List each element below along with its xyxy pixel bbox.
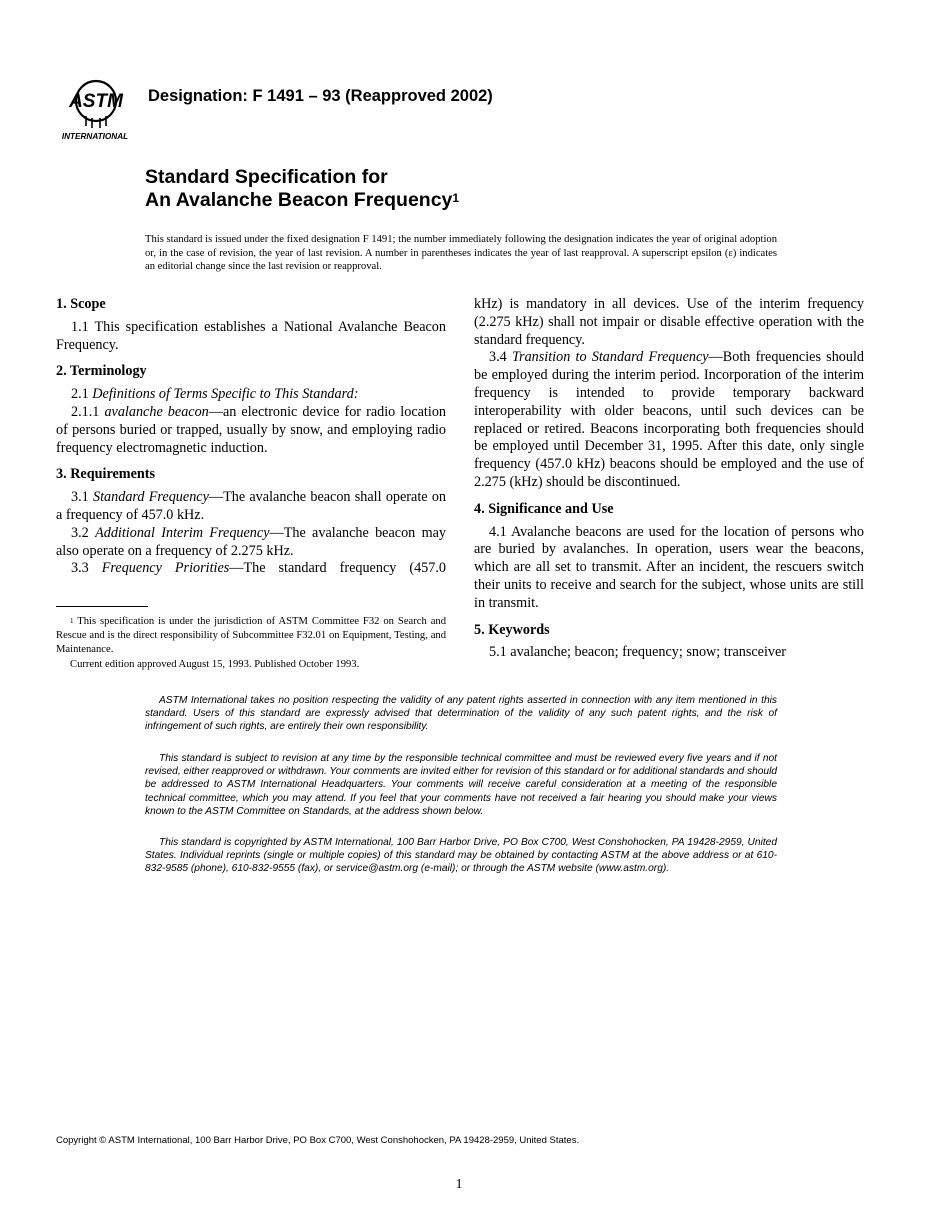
left-column: [56, 296, 446, 578]
logo-subtext: INTERNATIONAL: [61, 132, 129, 141]
revision-notice: This standard is subject to revision at any time by the responsible technical committee and must be reviewed every five years and if not revised, either reapproved or withdrawn. Your comments are invited either for revision of this standard or for additional standards and should be addressed to ASTM International Headquarters. Your comments will receive careful consideration at a meeting of the responsible technical committee, which you may attend. If you feel that your comments have not received a fair hearing you should make your views known to the ASTM Committee on Standards, at the address shown below.: [145, 753, 777, 817]
scope-paragraph: 1.1 This specification establishes a National Avalanche Beacon Frequency.: [56, 318, 446, 353]
designation: Designation: F 1491 – 93 (Reapproved 2002): [148, 87, 493, 105]
keywords-heading: 5. Keywords: [474, 621, 550, 638]
requirements-paragraph-3-3-continued: kHz) is mandatory in all devices. Use of the interim frequency (2.275 kHz) shall not impair or disable effective operation with the standard frequency.: [474, 296, 864, 348]
significance-heading: 4. Significance and Use: [474, 500, 614, 517]
logo-text: ASTM: [69, 91, 123, 112]
requirements-paragraph-3-1: 3.1 Standard Frequency—The avalanche beacon shall operate on a frequency of 457.0 kHz.: [56, 489, 447, 523]
document-title: [145, 166, 459, 212]
requirements-paragraph-3-3: 3.3 Frequency Priorities—The standard frequency (457.0: [71, 560, 446, 577]
footnote-rule: [56, 606, 148, 607]
terminology-paragraph-2-1-1: 2.1.1 avalanche beacon—an electronic device for radio location of persons buried or trapped, usually by snow, and employing radio frequency electromagnetic induction.: [56, 403, 447, 456]
issued-note: This standard is issued under the fixed designation F 1491; the number immediately following the designation indicates the year of original adoption or, in the case of revision, the year of last revision. A number in parentheses indicates the year of last reapproval. A superscript epsilon (ε) indicates an editorial change since the last revision or reapproval.: [145, 234, 777, 273]
patent-notice: ASTM International takes no position respecting the validity of any patent rights asserted in connection with any item mentioned in this standard. Users of this standard are expressly advised that determination of the validity of any such patent rights, and the risk of infringement of such rights, are entirely their own responsibility.: [145, 695, 777, 733]
terminology-heading: 2. Terminology: [56, 363, 147, 380]
scope-heading: 1. Scope: [56, 296, 106, 312]
copyright-notice: This standard is copyrighted by ASTM International, 100 Barr Harbor Drive, PO Box C700, West Conshohocken, PA 19428-2959, United States. Individual reprints (single or multiple copies) of this standard may be obtained by contacting ASTM at the above address or at 610-832-9585 (phone), 610-832-9555 (fax), or service@astm.org (e-mail); or through the ASTM website (www.astm.org).: [145, 837, 777, 875]
right-column: [474, 296, 864, 662]
keywords-paragraph: 5.1 avalanche; beacon; frequency; snow; transceiver: [489, 644, 787, 661]
title-line-1: Standard Specification for: [145, 166, 388, 188]
significance-paragraph: 4.1 Avalanche beacons are used for the location of persons who are buried by avalanches. In operation, users wear the beacons, which are all set to transmit. After an incident, the rescuers switch their units to receive and search for the subject, whose units are still in transmit.: [474, 523, 864, 611]
requirements-paragraph-3-4: 3.4 Transition to Standard Frequency—Both frequencies should be employed during the interim period. Incorporation of the interim frequency is intended to provide temporary backward interoperability with older beacons, until such devices can be replaced or retired. Beacons incorporating both frequencies should be employed until December 31, 1995. After this date, only single frequency (457.0 kHz) beacons should be employed and the use of 2.275 (kHz) should be discontinued.: [474, 349, 865, 490]
title-footnote-mark: 1: [452, 191, 460, 205]
footnote-edition: Current edition approved August 15, 1993. Published October 1993.: [70, 658, 360, 670]
footnote-1: $^1$ This specification is under the jurisdiction of ASTM Committee F32 on Search and Rescue and is the direct responsibility of Subcommittee F32.01 on Equipment, Testing, and Maintenance.: [56, 616, 446, 656]
requirements-paragraph-3-2: 3.2 Additional Interim Frequency—The avalanche beacon may also operate on a frequency of 2.275 kHz.: [56, 524, 446, 559]
title-line-2: An Avalanche Beacon Frequency: [145, 189, 453, 211]
requirements-heading: 3. Requirements: [56, 466, 156, 483]
terminology-paragraph-2-1: 2.1 Definitions of Terms Specific to This Standard:: [71, 386, 359, 403]
page-number: 1: [455, 1177, 463, 1192]
footer-copyright: Copyright © ASTM International, 100 Barr Harbor Drive, PO Box C700, West Conshohocken, PA 19428-2959, United States.: [56, 1135, 580, 1146]
footnote: [56, 615, 446, 672]
astm-logo: [55, 70, 137, 142]
